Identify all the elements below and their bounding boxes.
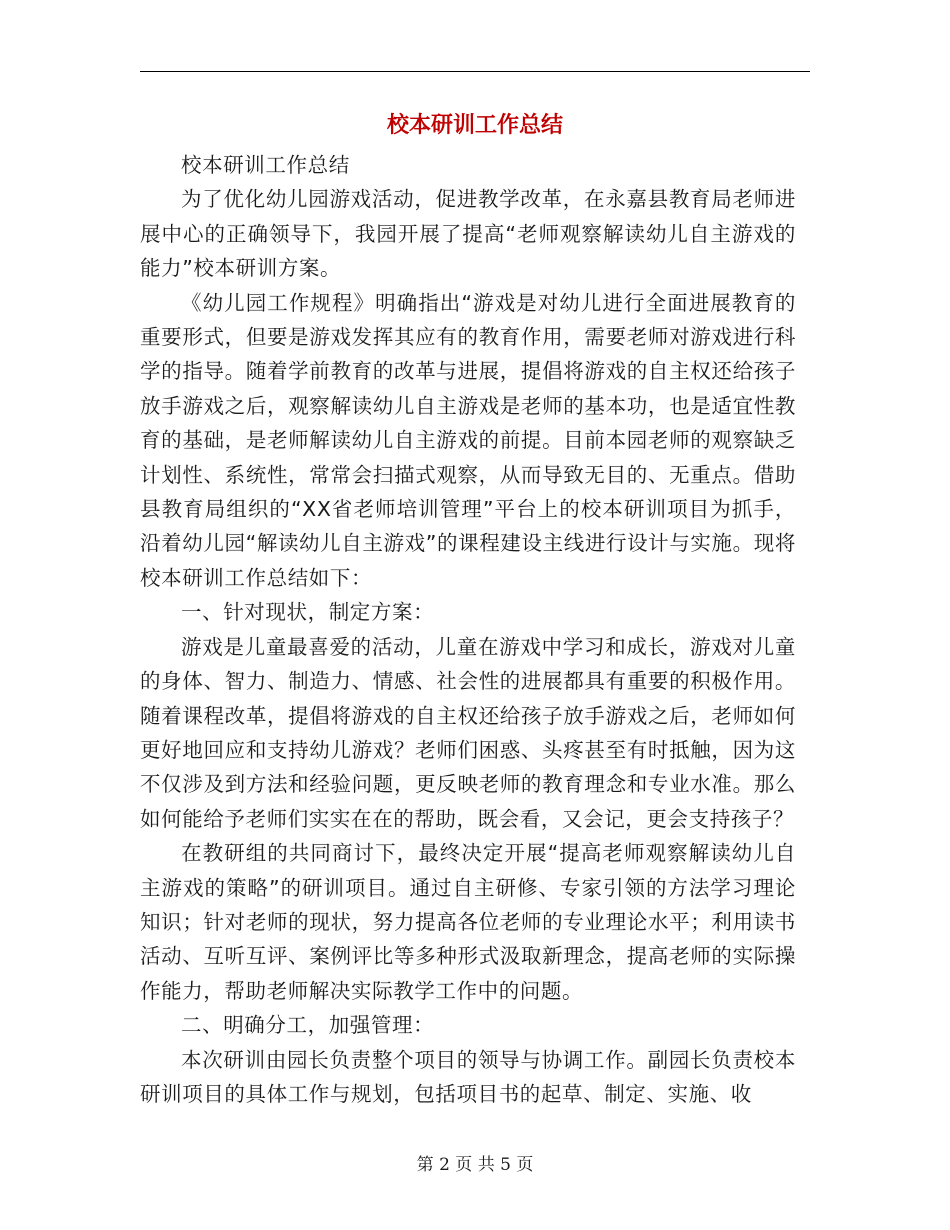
paragraph-section-1-plan: 在教研组的共同商讨下，最终决定开展“提高老师观察解读幼儿自主游戏的策略”的研训项目。通过自主研修、专家引领的方法学习理论知识；针对老师的现状，努力提高各位老师的专业理论水平；利用读书活动、互听互评、案例评比等多种形式汲取新理念，提高老师的实际操作能力，帮助老师解决实际教学工作中的问题。 (140, 841, 796, 1003)
paragraph-subtitle: 校本研训工作总结 (181, 153, 350, 177)
paragraph-background: 《幼儿园工作规程》明确指出“游戏是对幼儿进行全面进展教育的重要形式，但要是游戏发挥其应有的教育作用，需要老师对游戏进行科学的指导。随着学前教育的改革与进展，提倡将游戏的自主权还给孩子放手游戏之后，观察解读幼儿自主游戏是老师的基本功，也是适宜性教育的基础，是老师解读幼儿自主游戏的前提。目前本园老师的观察缺乏计划性、系统性，常常会扫描式观察，从而导致无目的、无重点。借助县教育局组织的“XX省老师培训管理”平台上的校本研训项目为抓手，沿着幼儿园“解读幼儿自主游戏”的课程建设主线进行设计与实施。现将校本研训工作总结如下： (140, 290, 796, 590)
document-body (140, 148, 796, 1111)
header-rule (140, 71, 810, 72)
document-title: 校本研训工作总结 (386, 112, 563, 138)
paragraph-section-2: 本次研训由园长负责整个项目的领导与协调工作。副园长负责校本研训项目的具体工作与规划，包括项目书的起草、制定、实施、收 (140, 1047, 796, 1106)
page-number-footer: 第 2 页 共 5 页 (416, 1155, 534, 1175)
section-heading-1: 一、针对现状，制定方案： (181, 600, 435, 625)
section-heading-2: 二、明确分工，加强管理： (181, 1013, 435, 1038)
paragraph-section-1: 游戏是儿童最喜爱的活动，儿童在游戏中学习和成长，游戏对儿童的身体、智力、制造力、情感、社会性的进展都具有重要的积极作用。随着课程改革，提倡将游戏的自主权还给孩子放手游戏之后，老师如何更好地回应和支持幼儿游戏？老师们困惑、头疼甚至有时抵触，因为这不仅涉及到方法和经验问题，更反映老师的教育理念和专业水准。那么如何能给予老师们实实在在的帮助，既会看，又会记，更会支持孩子？ (140, 634, 796, 831)
paragraph-intro: 为了优化幼儿园游戏活动，促进教学改革，在永嘉县教育局老师进展中心的正确领导下，我园开展了提高“老师观察解读幼儿自主游戏的能力”校本研训方案。 (140, 187, 796, 281)
